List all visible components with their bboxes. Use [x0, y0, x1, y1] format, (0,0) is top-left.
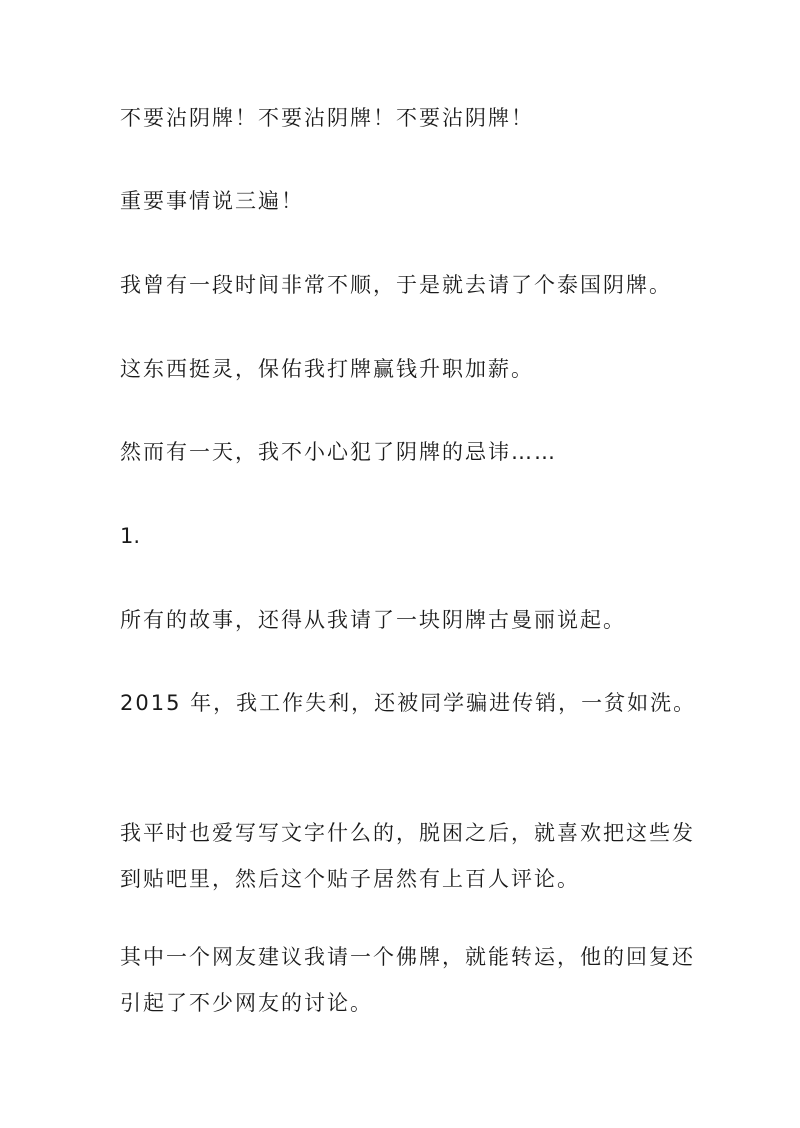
paragraph-story-start: 所有的故事，还得从我请了一块阴牌古曼丽说起。	[120, 608, 626, 632]
paragraph-emphasis: 重要事情说三遍！	[120, 189, 304, 213]
paragraph-warning: 不要沾阴牌！不要沾阴牌！不要沾阴牌！	[120, 106, 534, 130]
paragraph-writing: 我平时也爱写写文字什么的，脱困之后，就喜欢把这些发到贴吧里，然后这个贴子居然有上百人评论。	[120, 821, 695, 891]
section-number: 1.	[120, 524, 141, 548]
paragraph-taboo: 然而有一天，我不小心犯了阴牌的忌讳……	[120, 440, 557, 464]
paragraph-effect: 这东西挺灵，保佑我打牌赢钱升职加薪。	[120, 357, 534, 381]
paragraph-suggestion: 其中一个网友建议我请一个佛牌，就能转运，他的回复还引起了不少网友的讨论。	[120, 945, 695, 1015]
paragraph-year: 2015 年，我工作失利，还被同学骗进传销，一贫如洗。	[120, 691, 697, 715]
paragraph-intro: 我曾有一段时间非常不顺，于是就去请了个泰国阴牌。	[120, 273, 672, 297]
